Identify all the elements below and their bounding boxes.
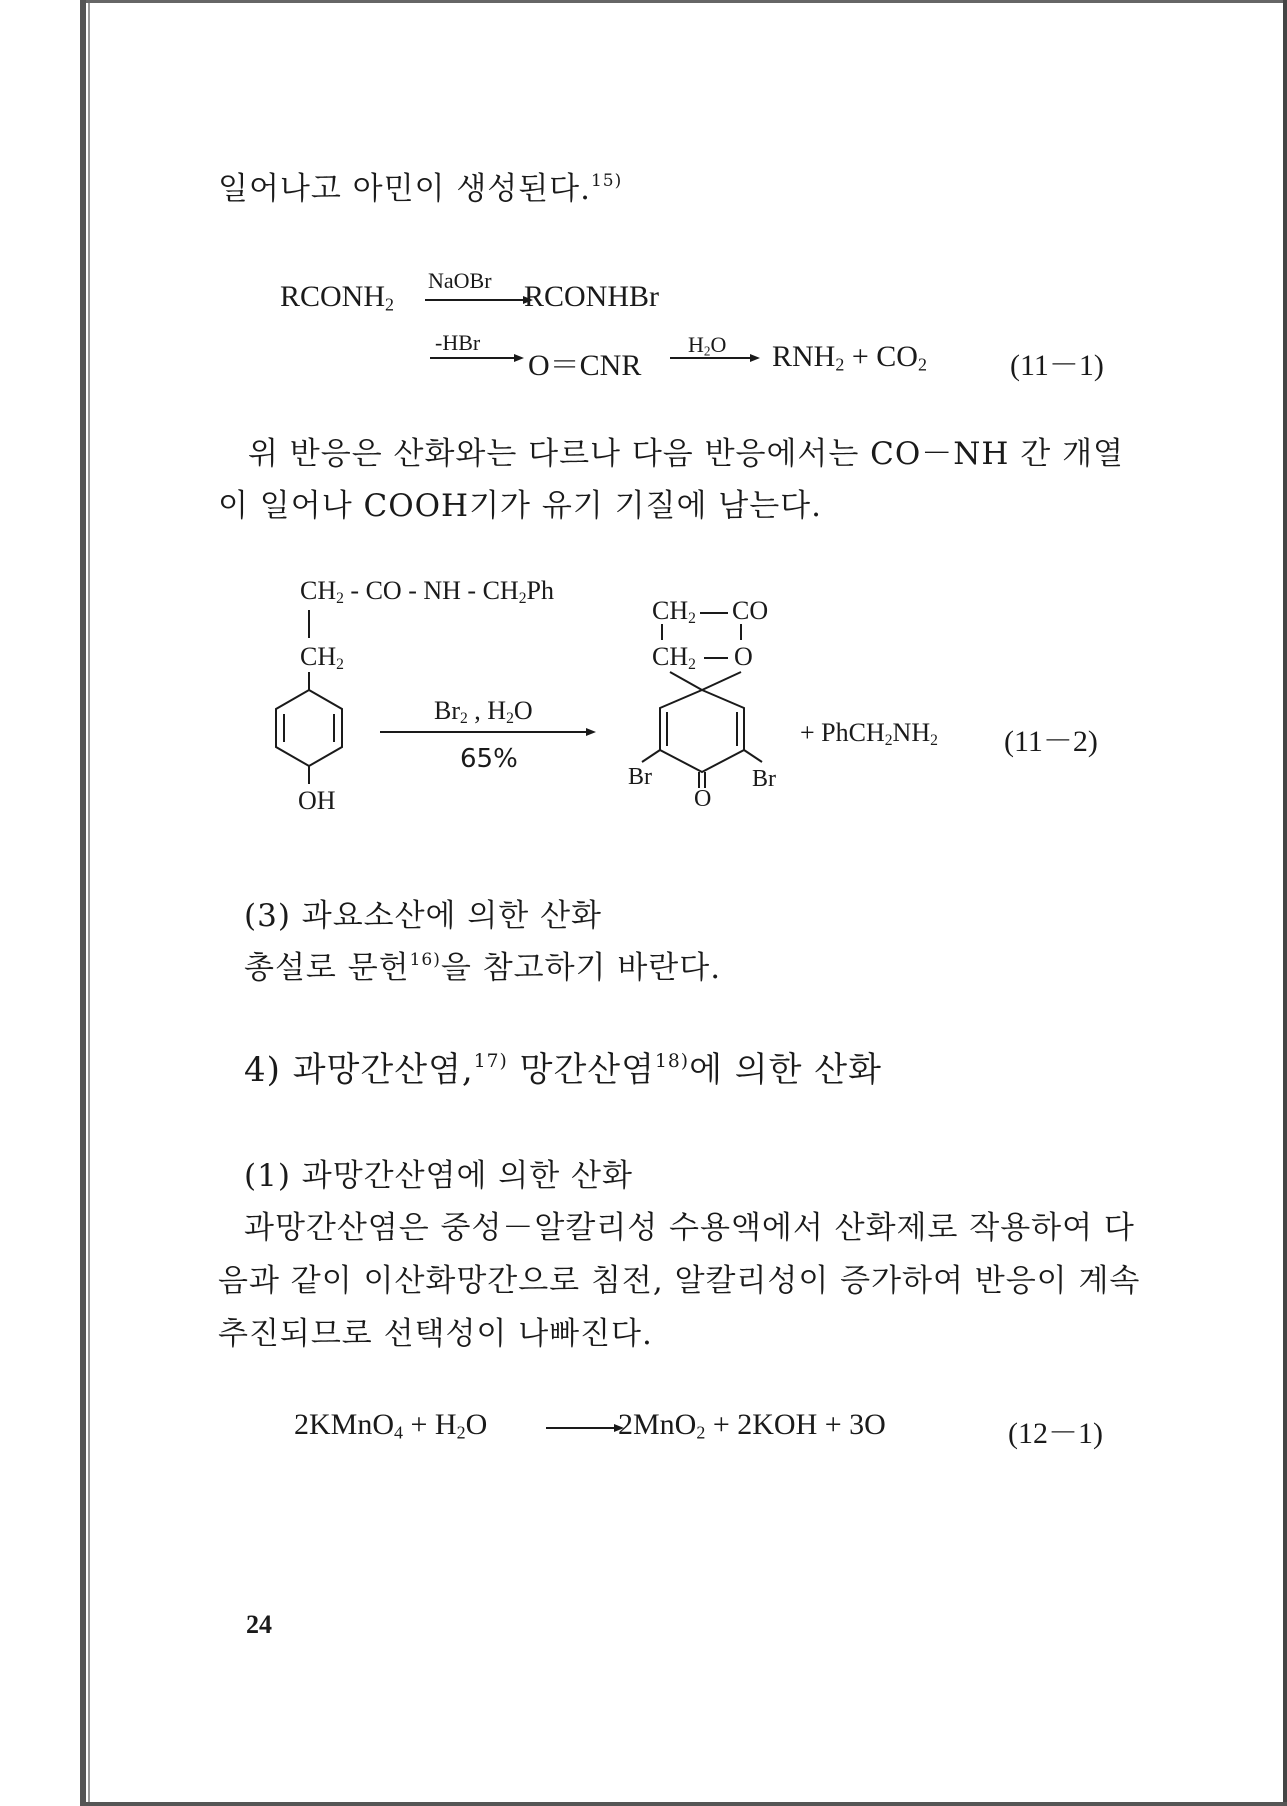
rxn3-products: 2MnO$_2$ + 2KOH + 3O	[618, 1408, 886, 1443]
page-right-edge	[1283, 0, 1287, 1806]
rxn3-reactants: 2KMnO$_4$ + $H_2O$	[294, 1408, 488, 1443]
rxn1-arrow-1	[425, 296, 535, 306]
intro-line: 일어나고 아민이 생성된다.$^{15)}$	[218, 171, 623, 207]
para1-line2: 이 일어나 COOH기가 유기 기질에 남는다.	[218, 488, 822, 524]
section-4-1-line2: 음과 같이 이산화망간으로 침전, 알칼리성이 증가하여 반응이 계속	[218, 1263, 1141, 1299]
section-3-title: (3) 과요소산에 의한 산화	[244, 898, 602, 934]
rxn2-ring-ch2-bot: $CH_2$	[652, 642, 696, 673]
rxn2-side-chain: $CH_2$ - CO - NH - $CH_2Ph$	[300, 576, 554, 607]
rxn1-reagent-hbr: -HBr	[435, 330, 481, 355]
page-bottom-edge	[86, 1802, 1287, 1806]
rxn2-bond-1	[308, 610, 312, 640]
rxn2-byproduct: + $PhCH_2NH_2$	[800, 718, 938, 749]
rxn2-phenol-ring	[270, 672, 350, 792]
rxn2-ring-ch2-top: $CH_2$	[652, 596, 696, 627]
rxn2-keto-o: O	[694, 786, 712, 812]
section-4-heading: 4) 과망간산염,$^{17)}$ 망간산염$^{18)}$에 의한 산화	[244, 1050, 882, 1090]
rxn1-reactant: $RCONH_2$	[280, 280, 395, 315]
rxn1-intermediate: O＝CNR	[528, 349, 642, 382]
rxn2-oh: OH	[298, 786, 336, 815]
rxn2-label: (11－2)	[1004, 725, 1098, 758]
book-spine-inner	[88, 0, 90, 1806]
rxn2-ring-o: O	[734, 642, 753, 671]
rxn2-reagent: $Br_2$ , $H_2O$	[434, 696, 533, 727]
rxn1-arrow-3	[670, 354, 760, 364]
rxn2-ch2: $CH_2$	[300, 642, 344, 673]
rxn1-arrow-2	[430, 354, 525, 364]
page-number: 24	[246, 1610, 272, 1639]
rxn2-arrow	[380, 728, 600, 738]
rxn2-yield: 65%	[460, 744, 518, 774]
section-4-1-line3: 추진되므로 선택성이 나빠진다.	[218, 1316, 653, 1352]
section-3-body: 총설로 문헌$^{16)}$을 참고하기 바란다.	[244, 950, 722, 986]
rxn2-br-left: Br	[628, 764, 652, 790]
page-top-edge	[86, 0, 1287, 3]
section-4-1-line1: 과망간산염은 중성－알칼리성 수용액에서 산화제로 작용하여 다	[244, 1210, 1135, 1246]
para1-line1: 위 반응은 산화와는 다르나 다음 반응에서는 CO－NH 간 개열	[248, 436, 1124, 472]
section-4-1-title: (1) 과망간산염에 의한 산화	[244, 1158, 633, 1194]
book-spine	[80, 0, 86, 1806]
rxn2-br-right: Br	[752, 766, 776, 792]
rxn1-reagent-naobr: NaOBr	[428, 268, 492, 293]
rxn1-reagent-water: $H_2O$	[688, 332, 727, 359]
rxn1-products: $RNH_2 + CO_2$	[772, 340, 927, 375]
rxn1-label: (11－1)	[1010, 349, 1104, 382]
rxn2-ring-co: CO	[732, 596, 769, 625]
rxn3-arrow	[546, 1424, 626, 1434]
rxn1-product-1: RCONHBr	[524, 280, 660, 313]
rxn3-label: (12－1)	[1008, 1417, 1103, 1450]
